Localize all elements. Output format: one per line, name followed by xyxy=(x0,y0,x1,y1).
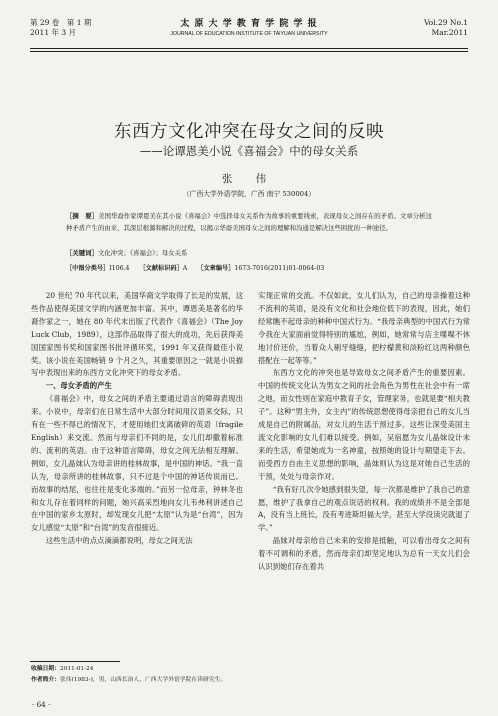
article-subtitle: ——论谭恩美小说《喜福会》中的母女关系 xyxy=(139,144,359,158)
article-author: 张 伟 xyxy=(221,173,277,185)
body-paragraph: 20 世纪 70 年代以来，美国华裔文学取得了长足的发展，这些作品使得美国文学的内涵更加丰富。其中，谭恩美是著名的华裔作家之一，她在 80 年代末出版了代表作《喜福会》（The Joy Luck Club，1989），这部作品取得了很大的成功，先后获得美国国家图书奖和国家图书批评循环奖，1991 年又获得最佳小说奖。该小说在美国畅销 9 个月之久，其重要原因之一就是小说描写中表现出来的东西方文化冲突下的母女矛盾。 xyxy=(31,291,243,378)
keywords-text: 文化冲突；《喜福会》；母女关系 xyxy=(97,249,188,257)
header-volume-en xyxy=(424,18,468,38)
header-date-en: Mar.2011 xyxy=(431,28,468,37)
article-number-value: 1673-7016(2011)01-0064-03 xyxy=(234,265,325,272)
clc-value: I106.4 xyxy=(109,265,130,272)
received-date: 2011-01-24 xyxy=(60,666,94,672)
article-number-label: ［文章编号］ xyxy=(197,265,235,272)
article-title: 东西方文化冲突在母女之间的反映 xyxy=(114,122,384,142)
abstract xyxy=(66,211,432,234)
keywords xyxy=(66,248,432,259)
body-column-left xyxy=(31,290,243,548)
body-paragraph: 晶妹对母亲给自己未来的安排是抵触，可以看出母女之间有着不可调和的矛盾，然而母亲们却坚定地认为总有一天女儿们会认识到她们存在着共 xyxy=(258,536,470,572)
clc-label: ［中图分类号］ xyxy=(66,265,110,272)
abstract-text: 美国华裔作家谭恩美在其小说《喜福会》中选择母女关系作为故事的重要线索，表现母女之间存在的矛盾。文章分析这种矛盾产生的由来、其深层根源和解决的过程，以揭示华裔美国母女之间的理解和沟通是解决这些困扰的一种途径。 xyxy=(66,212,432,232)
footnote-received xyxy=(31,664,468,674)
header-date: 2011 年 3 月 xyxy=(30,28,77,37)
header-vol-no-en: Vol.29 No.1 xyxy=(423,18,468,27)
author-affiliation: （广西大学外语学院，广西 南宁 530004） xyxy=(182,190,316,198)
body-paragraph: “我有好几次令她感到很失望，每一次都是维护了我自己的意愿，维护了我拿自己的观点说话的权利。我的成绩并不是全部是 A，没有当上班长，没有考进斯坦福大学，甚至大学没读完就退了学。” xyxy=(258,484,470,533)
classification-line xyxy=(66,263,458,274)
body-column-right xyxy=(258,290,470,574)
doc-code-label: ［文献标识码］ xyxy=(139,265,183,272)
section-heading: 一、母女矛盾的产生 xyxy=(45,381,112,391)
body-paragraph: 这些生活中的点点滴滴都说明，母女之间无法 xyxy=(45,536,193,546)
footnote-author xyxy=(31,675,468,685)
abstract-label: ［摘 要］ xyxy=(66,212,99,220)
body-paragraph: 实现正常的交流。不仅如此，女儿们认为，自己的母亲操着这种不流利的英语，是没有文化和社会地位低下的表现，因此，她们经常瞧不起母亲的种种中国式行为。“我母亲典型的中国式行为常令我在大家面前觉得特别的尴尬，例如，她常常与店主喋喋不休地讨价还价，当着众人剔牙缝缝，把柠檬黄和淡粉红这两种颜色搭配在一起等等。” xyxy=(258,291,470,365)
header-rule-thin xyxy=(30,51,468,52)
header-rule xyxy=(30,48,468,49)
header-journal xyxy=(30,18,468,39)
page-number: · 64 · xyxy=(32,700,51,709)
doc-code-value: A xyxy=(182,265,188,272)
body-paragraph: 《喜福会》中，母女之间的矛盾主要通过语言的障碍表现出来。小说中，母亲们在日常生活中大部分时间用汉语来交际，只有在一些不得已的情况下，才使用她们支离破碎的英语（fragile English）来交流。然而与母亲们不同的是，女儿们却撒着标准的、流利的英语。由于这种语言障碍，母女之间无法相互理解。例如，女儿晶妹认为母亲讲的桂林故事，是中国的神话。“我一直认为，母亲所讲的桂林故事，只不过是个中国的神话传说而已。而故事的结尾，也往往是变化多端的。”而另一位母亲，钟林冬也和女儿存在着同样的问题，她兴高采烈地向女儿韦弗利讲述自己在中国的家乡太原时，却发现女儿把“太原”认为是“台湾”，因为女儿感觉“太原”和“台湾”的发音很接近。 xyxy=(31,394,243,533)
running-header xyxy=(30,18,468,48)
body-paragraph: 东西方文化的冲突也是导致母女之间矛盾产生的重要因素。中国的传统文化认为男女之间的社会角色为男性在社会中有一席之地，而女性则在家庭中教育子女，管理家务，也就是要“相夫教子”。这种“男主外，女主内”的传统思想使得母亲把自己的女儿当成是自己的附属品，对女儿的生活干预过多。这些让深受美国主流文化影响的女儿们难以接受。例如，吴宿愿为女儿晶妹设计未来的生活，希望她成为一名神童，按照她的设计与期望走下去。而受西方自由主义思想的影响，晶妹则认为这是对她自己生活的干预，处处与母亲作对。 xyxy=(258,368,470,481)
journal-name-en: JOURNAL OF EDUCATION INSTITUTE OF TAIYUAN UNIVERSITY xyxy=(170,31,328,37)
received-label: 收稿日期： xyxy=(31,666,60,672)
author-bio: 张伟(1983-)，男，山西长治人，广西大学外语学院在读研究生。 xyxy=(60,677,227,683)
author-bio-label: 作者简介： xyxy=(31,677,60,683)
footnote-rule xyxy=(30,661,120,662)
keywords-label: ［关键词］ xyxy=(66,249,98,257)
journal-name-cn: 太 原 大 学 教 育 学 院 学 报 xyxy=(180,19,318,29)
header-volume-issue: 第 29 卷 第 1 期 xyxy=(30,18,92,27)
